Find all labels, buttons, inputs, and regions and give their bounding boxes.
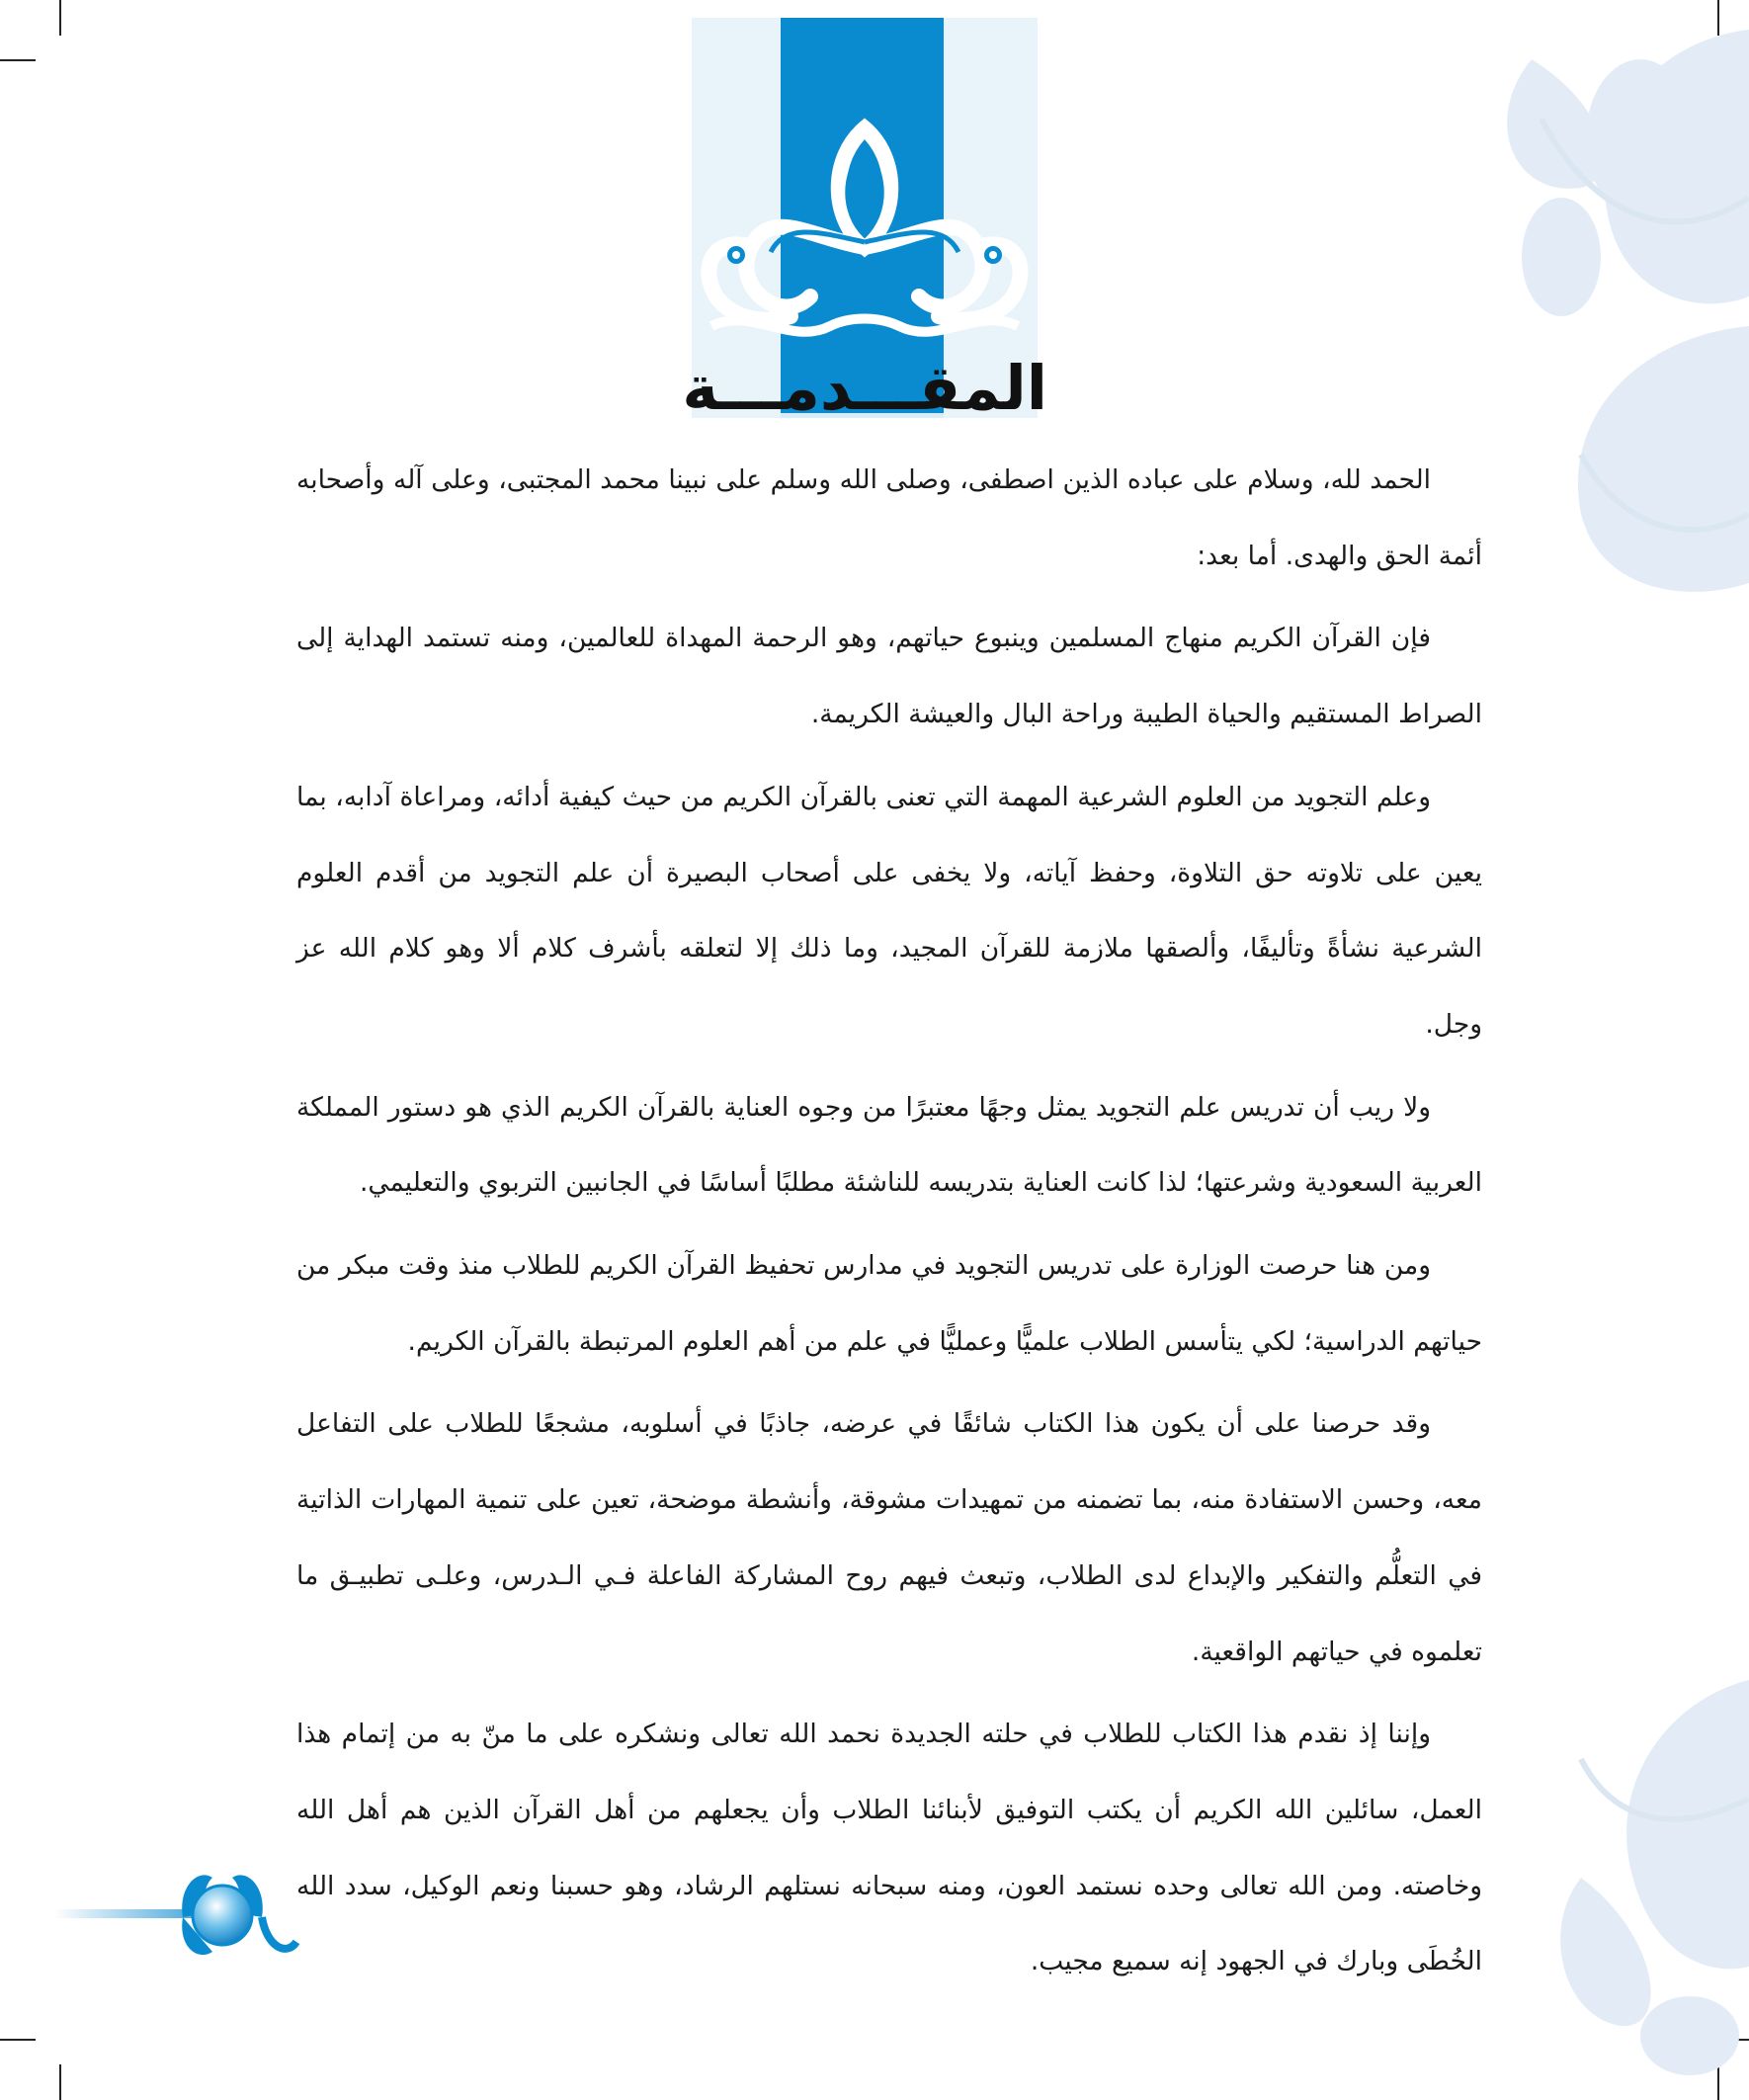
paragraph: ولا ريب أن تدريس علم التجويد يمثل وجهًا معتبرًا من وجوه العناية بالقرآن الكريم الذي هو دستور المملكة العربية السعودية وشرعتها؛ لذا كانت العناية بتدريسه للناشئة مطلبًا أساسًا في الجانبين التربوي والتعليمي. (296, 1091, 1482, 1199)
body-text (296, 443, 1482, 2007)
paragraph: فإن القرآن الكريم منهاج المسلمين وينبوع حياتهم، وهو الرحمة المهداة للعالمين، ومنه تستمد الهداية إلى الصراط المستقيم والحياة الطيبة وراحة البال والعيشة الكريمة. (296, 623, 1482, 730)
page-corner-ornament (0, 1858, 316, 1967)
paragraph: وعلم التجويد من العلوم الشرعية المهمة التي تعنى بالقرآن الكريم من حيث كيفية أدائه، ومراعاة آدابه، بما يعين على تلاوته حق التلاوة، وحفظ آياته، ولا يخفى على أصحاب البصيرة أن علم التجويد من أقدم العلوم الشرعية نشأةً وتأليفًا، وألصقها ملازمة للقرآن المجيد، وما ذلك إلا لتعلقه بأشرف كلام ألا وهو كلام الله عز وجل. (296, 781, 1482, 1040)
crop-mark (0, 2039, 36, 2041)
paragraph: وقد حرصنا على أن يكون هذا الكتاب شائقًا في عرضه، جاذبًا في أسلوبه، مشجعًا للطلاب على التفاعل معه، وحسن الاستفادة منه، بما تضمنه من تمهيدات مشوقة، وأنشطة موضحة، تعين على تنمية المهارات الذاتية في التعلُّم والتفكير والإبداع لدى الطلاب، وتبعث فيهم روح المشاركة الفاعلة فـي الـدرس، وعلـى تطبيـق ما تعلموه في حياتهم الواقعية. (296, 1408, 1482, 1667)
paragraph: وإننا إذ نقدم هذا الكتاب للطلاب في حلته الجديدة نحمد الله تعالى ونشكره على ما منّ به من إتمام هذا العمل، سائلين الله الكريم أن يكتب التوفيق لأبنائنا الطلاب وأن يجعلهم من أهل القرآن الذين هم أهل الله وخاصته. ومن الله تعالى وحده نستمد العون، ومنه سبحانه نستلهم الرشاد، وهو حسبنا ونعم الوكيل، سدد الله الخُطَى وبارك في الجهود إنه سميع مجيب. (296, 1719, 1482, 1977)
crop-mark (59, 2064, 61, 2100)
paragraph: الحمد لله، وسلام على عباده الذين اصطفى، وصلى الله وسلم على نبينا محمد المجتبى، وعلى آله وأصحابه أئمة الحق والهدى. أما بعد: (296, 464, 1482, 571)
paragraph: ومن هنا حرصت الوزارة على تدريس التجويد في مدارس تحفيظ القرآن الكريم للطلاب منذ وقت مبكر من حياتهم الدراسية؛ لكي يتأسس الطلاب علميًّا وعمليًّا في علم من أهم العلوم المرتبطة بالقرآن الكريم. (296, 1250, 1482, 1357)
page-title: المقـــدمـــة (682, 352, 1047, 424)
